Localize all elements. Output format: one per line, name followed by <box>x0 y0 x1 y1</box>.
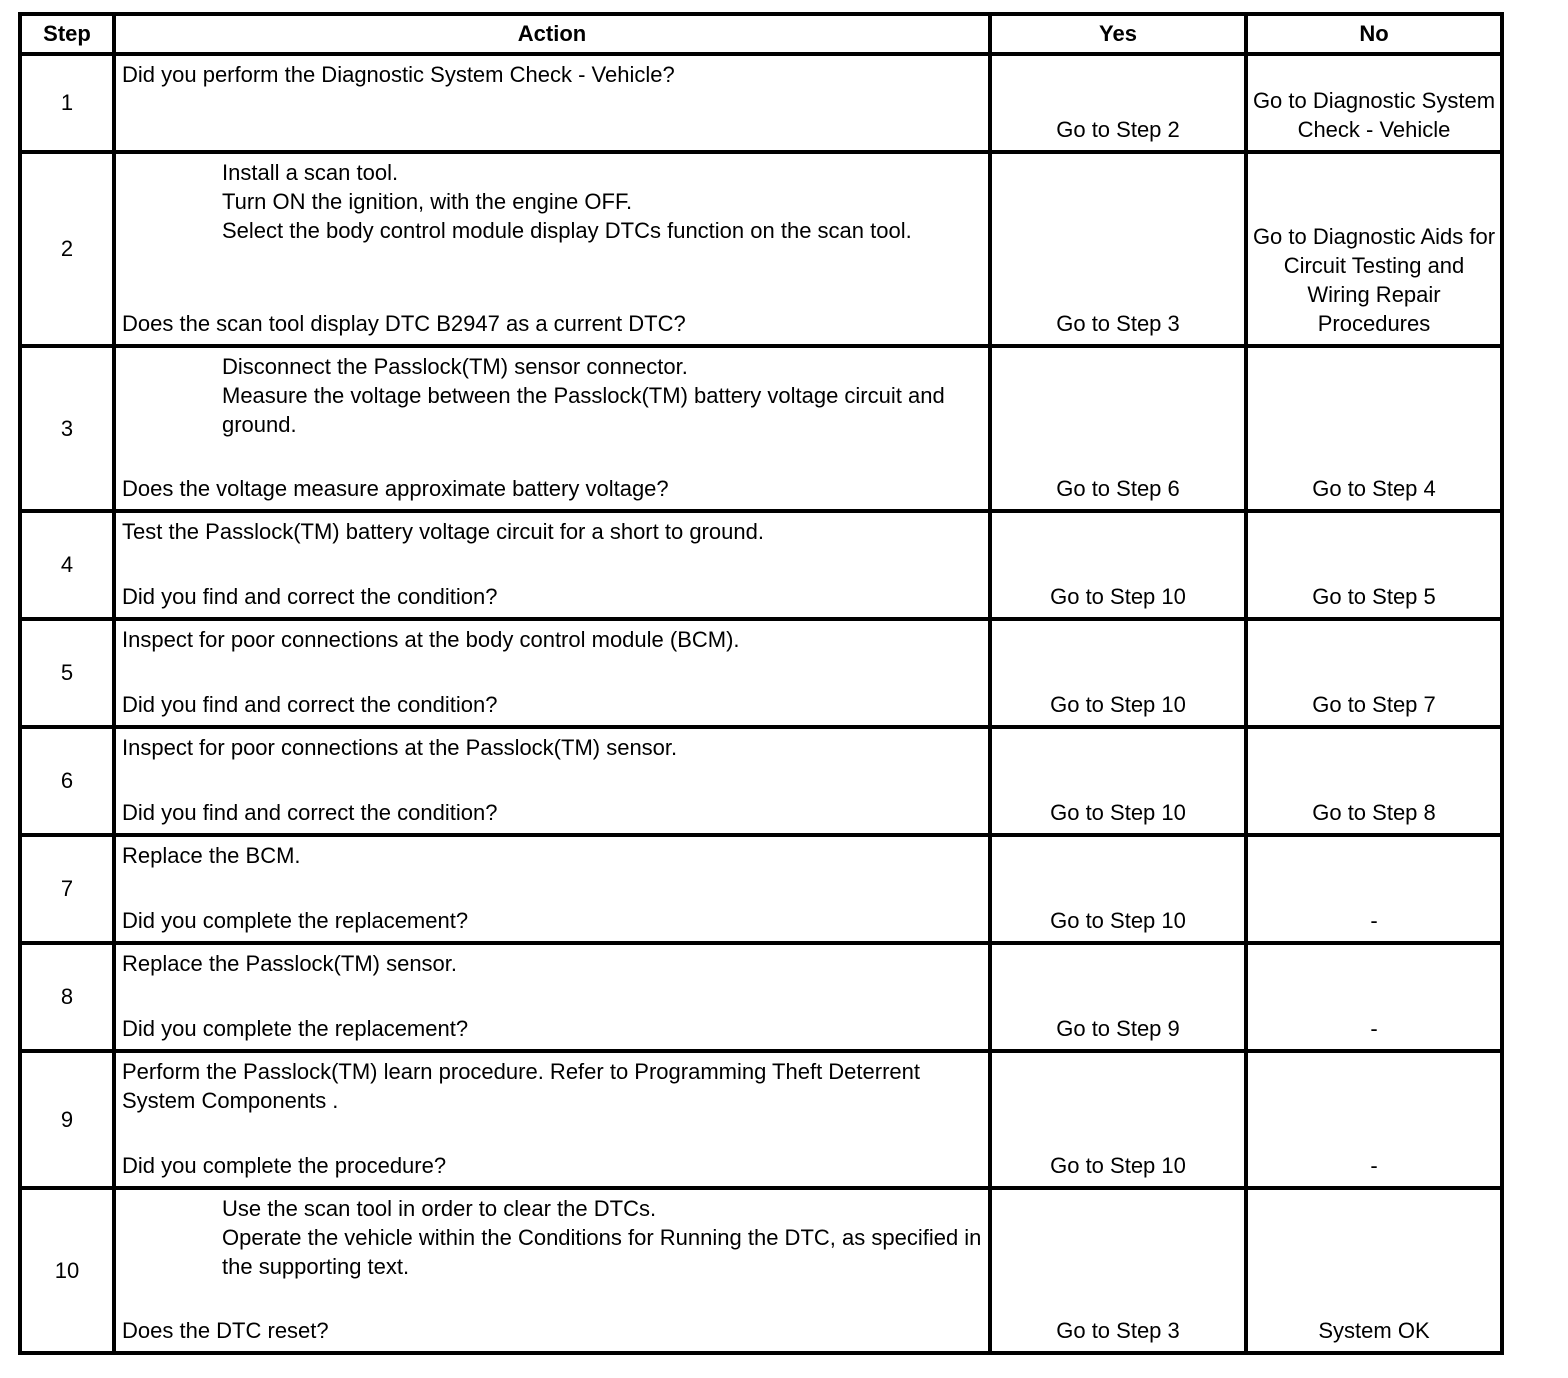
action-instructions <box>122 625 982 654</box>
instruction-line: Measure the voltage between the Passlock(TM) battery voltage circuit and ground. <box>222 383 945 437</box>
action-cell <box>114 1188 990 1353</box>
instruction-line: Install a scan tool. <box>222 160 399 185</box>
step-number: 9 <box>20 1051 114 1188</box>
step-number: 7 <box>20 835 114 943</box>
step-number: 6 <box>20 727 114 835</box>
table-row <box>20 1051 1502 1188</box>
header-no: No <box>1246 14 1502 54</box>
action-instructions <box>122 733 982 762</box>
step-number: 10 <box>20 1188 114 1353</box>
step-number: 3 <box>20 346 114 511</box>
yes-outcome: Go to Step 10 <box>990 727 1246 835</box>
action-cell <box>114 619 990 727</box>
yes-outcome: Go to Step 10 <box>990 511 1246 619</box>
action-cell <box>114 511 990 619</box>
instruction-line: Did you perform the Diagnostic System Check - Vehicle? <box>122 62 675 87</box>
action-instructions <box>122 1057 982 1115</box>
table-row <box>20 54 1502 152</box>
instruction-line: Perform the Passlock(TM) learn procedure. Refer to Programming Theft Deterrent System Components . <box>122 1059 921 1113</box>
yes-outcome: Go to Step 6 <box>990 346 1246 511</box>
action-instructions <box>122 949 982 978</box>
action-cell <box>114 1051 990 1188</box>
instruction-line: Select the body control module display DTCs function on the scan tool. <box>222 218 912 243</box>
action-question: Did you find and correct the condition? <box>122 584 498 609</box>
header-action: Action <box>114 14 990 54</box>
instruction-line: Test the Passlock(TM) battery voltage circuit for a short to ground. <box>122 519 764 544</box>
yes-outcome: Go to Step 10 <box>990 619 1246 727</box>
yes-outcome: Go to Step 3 <box>990 1188 1246 1353</box>
no-outcome: - <box>1246 943 1502 1051</box>
action-question: Did you complete the replacement? <box>122 908 469 933</box>
step-number: 5 <box>20 619 114 727</box>
action-question: Does the scan tool display DTC B2947 as a current DTC? <box>122 311 686 336</box>
instruction-line: Disconnect the Passlock(TM) sensor connector. <box>222 354 688 379</box>
instruction-line: Use the scan tool in order to clear the DTCs. <box>222 1196 657 1221</box>
action-question: Did you find and correct the condition? <box>122 692 498 717</box>
instruction-line: Replace the BCM. <box>122 843 301 868</box>
instruction-line: Operate the vehicle within the Conditions for Running the DTC, as specified in the supporting text. <box>222 1225 982 1279</box>
no-outcome: - <box>1246 1051 1502 1188</box>
action-instructions <box>122 841 982 870</box>
action-instructions <box>122 60 982 89</box>
action-instructions <box>122 517 982 546</box>
instruction-line: Inspect for poor connections at the Passlock(TM) sensor. <box>122 735 678 760</box>
action-instructions <box>122 352 982 439</box>
table-row <box>20 346 1502 511</box>
table-row <box>20 727 1502 835</box>
action-cell <box>114 727 990 835</box>
yes-outcome: Go to Step 10 <box>990 835 1246 943</box>
yes-outcome: Go to Step 10 <box>990 1051 1246 1188</box>
no-outcome: Go to Diagnostic Aids for Circuit Testing and Wiring Repair Procedures <box>1246 152 1502 346</box>
table-row <box>20 943 1502 1051</box>
no-outcome: - <box>1246 835 1502 943</box>
step-number: 2 <box>20 152 114 346</box>
step-number: 1 <box>20 54 114 152</box>
action-question: Does the DTC reset? <box>122 1318 329 1343</box>
action-question: Did you complete the procedure? <box>122 1153 447 1178</box>
action-cell <box>114 54 990 152</box>
header-row <box>20 14 1502 54</box>
no-outcome: Go to Step 5 <box>1246 511 1502 619</box>
yes-outcome: Go to Step 2 <box>990 54 1246 152</box>
table-row <box>20 835 1502 943</box>
action-question: Does the voltage measure approximate battery voltage? <box>122 476 669 501</box>
header-step: Step <box>20 14 114 54</box>
action-cell <box>114 346 990 511</box>
no-outcome: Go to Step 7 <box>1246 619 1502 727</box>
no-outcome: System OK <box>1246 1188 1502 1353</box>
yes-outcome: Go to Step 3 <box>990 152 1246 346</box>
action-question: Did you complete the replacement? <box>122 1016 469 1041</box>
no-outcome: Go to Step 8 <box>1246 727 1502 835</box>
table-row <box>20 1188 1502 1353</box>
action-instructions <box>122 1194 982 1281</box>
no-outcome: Go to Diagnostic System Check - Vehicle <box>1246 54 1502 152</box>
table-row <box>20 619 1502 727</box>
step-number: 8 <box>20 943 114 1051</box>
table-row <box>20 152 1502 346</box>
action-question: Did you find and correct the condition? <box>122 800 498 825</box>
yes-outcome: Go to Step 9 <box>990 943 1246 1051</box>
instruction-line: Inspect for poor connections at the body control module (BCM). <box>122 627 740 652</box>
instruction-line: Turn ON the ignition, with the engine OFF. <box>222 189 633 214</box>
table-body <box>20 54 1502 1353</box>
step-number: 4 <box>20 511 114 619</box>
no-outcome: Go to Step 4 <box>1246 346 1502 511</box>
action-cell <box>114 835 990 943</box>
header-yes: Yes <box>990 14 1246 54</box>
action-instructions <box>122 158 982 245</box>
diagnostic-table-container <box>18 12 1504 1355</box>
table-row <box>20 511 1502 619</box>
diagnostic-table <box>18 12 1504 1355</box>
action-cell <box>114 943 990 1051</box>
action-cell <box>114 152 990 346</box>
instruction-line: Replace the Passlock(TM) sensor. <box>122 951 458 976</box>
